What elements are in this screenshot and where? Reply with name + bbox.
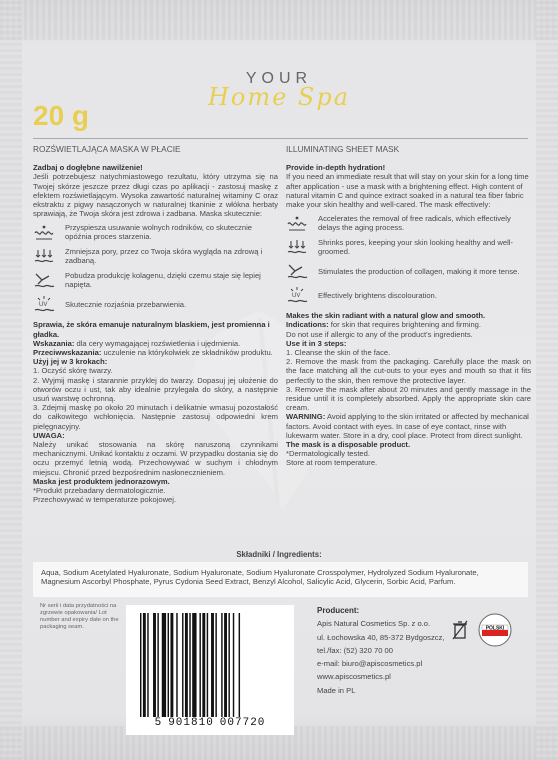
net-weight: 20 g: [33, 100, 90, 131]
step-2-pl: 2. Wyjmij maskę i starannie przyklej do twarzy. Dopasuj jej ułożenie do otworów oczu i ust, tak aby idealnie przylegała do skóry, a następnie usuń warstwę ochronną.: [33, 375, 278, 404]
uv-icon: [286, 286, 308, 304]
storage-en: Store at room temperature.: [286, 458, 378, 468]
barcode-bar: [199, 613, 200, 717]
step-2-en: 2. Remove the mask from the packaging. Carefully place the mask on the face matching all the cut-outs to your eyes and mouth so that it fits perfectly to the skin, then remove the protective layer.: [286, 357, 531, 385]
benefit-text: Accelerates the removal of free radicals, which effectively delays the aging process.: [318, 214, 511, 233]
indications-label-en: Indications:: [286, 320, 329, 330]
benefit-en-1: [286, 213, 531, 233]
benefit-pl-3: [33, 270, 278, 290]
benefit-pl-1: [33, 222, 278, 242]
barcode-bar: [224, 613, 227, 717]
barcode-bar: [192, 613, 196, 717]
barcode-bars: [138, 613, 282, 717]
barcode-bar: [202, 613, 205, 717]
barcode-bar: [168, 613, 169, 717]
barcode-bar: [157, 613, 158, 717]
effect-pl: Sprawia, że skóra emanuje naturalnym blaskiem, jest promienna i gładka.: [33, 320, 270, 339]
product-name-pl: ROZŚWIETLAJĄCA MASKA W PŁACIE: [33, 144, 181, 154]
benefit-text: Stimulates the production of collagen, making it more tense.: [318, 266, 520, 276]
intro-en: If you need an immediate result that will stay on your skin for a long time after application - use a mask with a brightening effect. High content of natural vitamin C and quince extract soaked in a natural tea fiber fabric make your skin healthy and well-cared. The mask effectively:: [286, 172, 529, 210]
barcode-bar: [189, 613, 190, 717]
benefit-text: Zmniejsza pory, przez co Twoja skóra wygląda na zdrową i zadbaną.: [65, 247, 263, 266]
warning-label-en: WARNING:: [286, 412, 326, 422]
step-1-en: 1. Cleanse the skin of the face.: [286, 348, 391, 358]
benefit-text: Effectively brightens discolouration.: [318, 290, 437, 300]
barcode-bar: [215, 613, 216, 717]
producer-phone: tel./fax: (52) 320 70 00: [317, 645, 393, 655]
warning-en: [286, 412, 531, 440]
barcode-number: [126, 717, 294, 729]
contra-label-pl: Przeciwwskazania:: [33, 348, 102, 358]
step-1-pl: 1. Oczyść skórę twarzy.: [33, 366, 113, 376]
pores-icon: [286, 238, 308, 256]
barcode-digit-group: 007720: [219, 717, 266, 729]
producer-email: e-mail: biuro@apiscosmetics.pl: [317, 659, 423, 669]
barcode-bar: [211, 613, 214, 717]
left-seam: [0, 0, 22, 760]
barcode: [126, 605, 294, 735]
warning-pl: Należy unikać stosowania na skórę naruszoną czynnikami mechanicznymi. Unikać kontaktu z oczami. W przypadku dostania się do oczu przemyć letnią wodą. Przechowywać w suchym i chłodnym miejscu. Chronić przed bezpośrednim nasłonecznieniem.: [33, 440, 278, 477]
barcode-bar: [143, 613, 146, 717]
intro-pl: Jeśli potrzebujesz natychmiastowego rezultatu, który utrzyma się na Twojej skórze jeszcze przez długi czas po aplikacji - zastosuj maskę z efektem rozświetlającym. Wysoka zawartość naturalnej witaminy C oraz ekstraktu z pigwy nasączonych w naturalnej tkaninie z włókna herbaty sprawiają, że Twoja skóra jest zdrowa i zadbana. Maska skutecznie:: [33, 172, 278, 219]
warning-label-pl: UWAGA:: [33, 430, 65, 440]
indications-en: [286, 320, 531, 329]
barcode-bar: [221, 613, 222, 717]
barcode-bar: [170, 613, 173, 717]
warning-text-en: Avoid applying to the skin irritated or affected by mechanical factors. Avoid contact with eyes. In case of eye contact, rinse with lukewarm water. Store in a dry, cool place. Protect from direct sunlight.: [286, 412, 529, 440]
pores-icon: [33, 247, 55, 265]
producer-origin: Made in PL: [317, 685, 356, 695]
contraindications-en: Do not use if allergic to any of the product's ingredients.: [286, 329, 473, 339]
badge-text: POLSKI: [485, 625, 505, 632]
barcode-bar: [147, 613, 148, 717]
storage-pl: Przechowywać w temperaturze pokojowej.: [33, 495, 177, 505]
collagen-icon: [33, 271, 55, 289]
divider: [33, 138, 528, 139]
barcode-bar: [207, 613, 208, 717]
producer-name: Apis Natural Cosmetics Sp. z o.o.: [317, 619, 431, 629]
barcode-bar: [182, 613, 183, 717]
barcode-bar: [153, 613, 156, 717]
producer-info: [317, 604, 467, 697]
barcode-bar: [185, 613, 188, 717]
indications-pl: [33, 339, 278, 348]
radical-icon: [286, 214, 308, 232]
polish-column: [33, 145, 278, 504]
disposable-en: The mask is a disposable product.: [286, 440, 411, 450]
barcode-bar: [162, 613, 166, 717]
indications-text-pl: dla cery wymagającej rozświetlenia i ujędrnienia.: [76, 338, 241, 348]
benefit-text: Skutecznie rozjaśnia przebarwienia.: [65, 299, 187, 309]
barcode-bar: [233, 613, 234, 717]
producer-address: ul. Łochowska 40, 85-372 Bydgoszcz,: [317, 632, 445, 642]
producer-website: www.apiscosmetics.pl: [317, 672, 391, 682]
radical-icon: [33, 223, 55, 241]
lot-number-note: Nr serii i data przydatności na zgrzewie opakowania/ Lot number and expiry date on the packaging seam.: [40, 603, 119, 630]
collagen-icon: [286, 262, 308, 280]
product-name-en: ILLUMINATING SHEET MASK: [286, 144, 400, 154]
brand-your: YOUR: [245, 70, 313, 87]
barcode-bar: [176, 613, 177, 717]
indications-text-en: for skin that requires brightening and firming.: [330, 320, 482, 330]
steps-label-pl: Użyj jej w 3 krokach:: [33, 357, 108, 367]
polish-product-badge: [478, 613, 512, 647]
benefit-en-2: [286, 237, 531, 257]
benefit-text: Przyspiesza usuwanie wolnych rodników, co skutecznie opóźnia proces starzenia.: [65, 223, 252, 242]
step-3-pl: 3. Zdejmij maskę po około 20 minutach i delikatnie wmasuj pozostałość do całkowitego wchłonięcia. Następnie zastosuj odpowiedni krem pielęgnacyjny.: [33, 403, 278, 431]
ingredients-list: Aqua, Sodium Acetylated Hyaluronate, Sodium Hyaluronate, Sodium Hyaluronate Crosspolymer, Hydrolyzed Sodium Hyaluronate, Magnesium Ascorbyl Phosphate, Pyrus Cydonia Seed Extract, Benzyl Alcohol, Salicylic Acid, Glycerin, Sorbic Acid, Parfum.: [33, 562, 528, 597]
barcode-digit-group: 5: [154, 717, 163, 729]
svg-text:UV: UV: [39, 302, 48, 309]
benefit-en-4: [286, 285, 531, 305]
barcode-bar: [228, 613, 229, 717]
headline-pl: Zadbaj o dogłębne nawilżenie!: [33, 163, 143, 173]
benefit-pl-4: [33, 294, 278, 314]
english-column: [286, 145, 531, 468]
indications-label-pl: Wskazania:: [33, 338, 75, 348]
recycle-bin-icon: [452, 620, 468, 640]
producer-label: Producent:: [317, 606, 360, 615]
contraindications-pl: [33, 348, 278, 357]
contra-text-pl: uczulenie na którykolwiek ze składników produktu.: [103, 348, 273, 358]
barcode-bar: [140, 613, 141, 717]
steps-label-en: Use it in 3 steps:: [286, 338, 347, 348]
benefit-text: Shrinks pores, keeping your skin looking healthy and well-groomed.: [318, 238, 514, 257]
step-3-en: 3. Remove the mask after about 20 minutes and gently massage in the residue until it is completely absorbed. Apply the appropriate skin care cream.: [286, 384, 531, 413]
barcode-bar: [239, 613, 240, 717]
disposable-pl: Maska jest produktem jednorazowym.: [33, 476, 170, 486]
uv-icon: [33, 295, 55, 313]
effect-en: Makes the skin radiant with a natural glow and smooth.: [286, 311, 486, 321]
right-seam: [536, 0, 558, 760]
barcode-digit-group: 901810: [168, 717, 214, 729]
top-seam: [0, 0, 558, 40]
headline-en: Provide in-depth hydration!: [286, 163, 386, 173]
benefit-pl-2: [33, 246, 278, 266]
ingredients-title: Składniki / Ingredients:: [236, 550, 322, 559]
tested-en: *Dermatologically tested.: [286, 449, 370, 459]
benefit-en-3: [286, 261, 531, 281]
tested-pl: *Produkt przebadany dermatologicznie.: [33, 486, 166, 496]
benefit-text: Pobudza produkcję kolagenu, dzięki czemu staje się lepiej napięta.: [65, 271, 261, 290]
svg-text:UV: UV: [292, 293, 301, 300]
brand-home-spa: Home Spa: [207, 83, 351, 111]
